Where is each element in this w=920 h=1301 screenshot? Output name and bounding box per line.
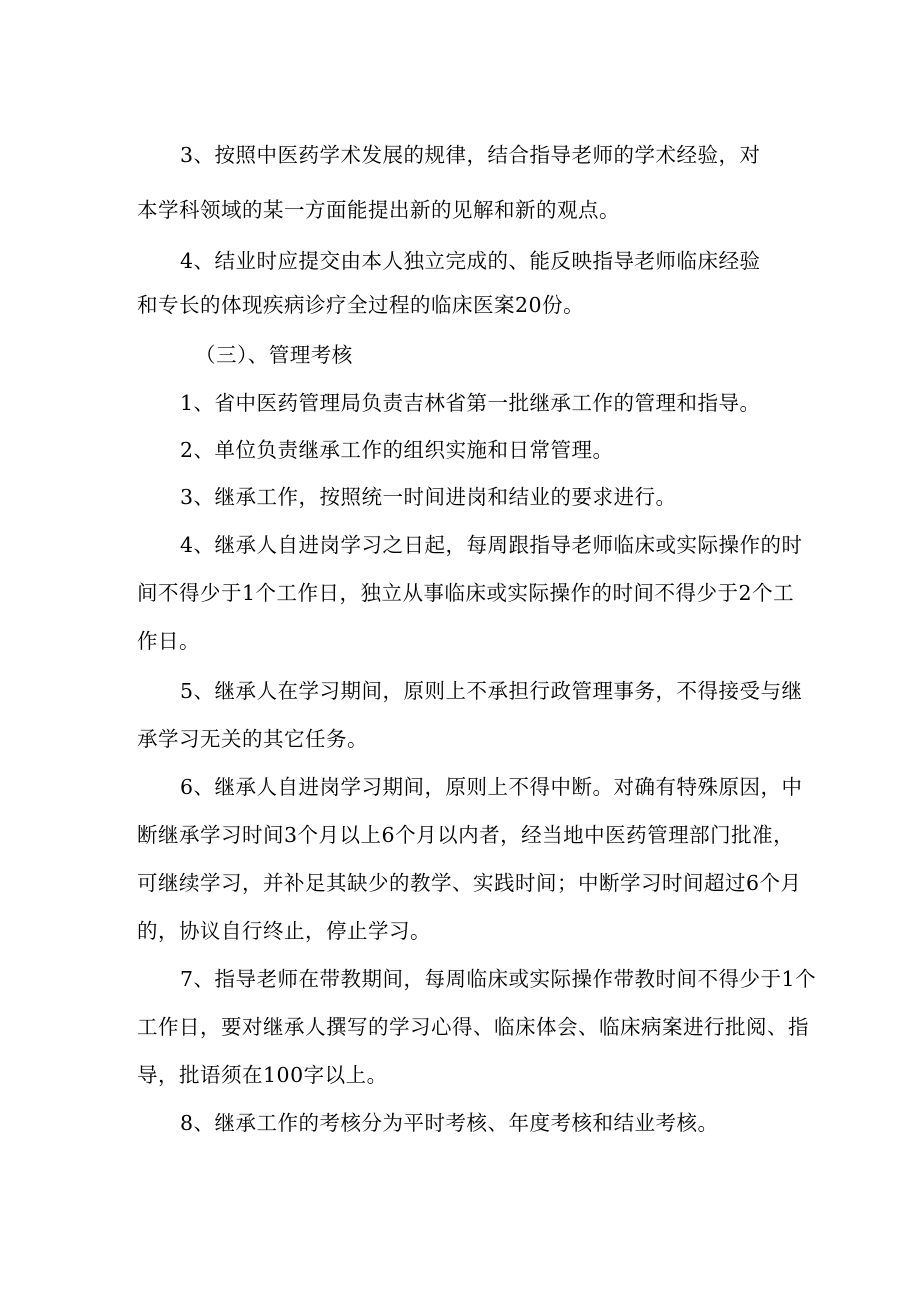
paragraph-line: 和专长的体现疾病诊疗全过程的临床医案20份。 — [137, 293, 585, 317]
paragraph-line: 工作日，要对继承人撰写的学习心得、临床体会、临床病案进行批阅、指 — [137, 1015, 809, 1039]
paragraph-line: 承学习无关的其它任务。 — [137, 727, 368, 751]
paragraph-line: 断继承学习时间3个月以上6个月以内者，经当地中医药管理部门批准， — [137, 823, 795, 847]
paragraph-line: 3、继承工作，按照统一时间进岗和结业的要求进行。 — [180, 485, 677, 509]
paragraph-line: 导，批语须在100字以上。 — [137, 1063, 388, 1087]
paragraph-line: 作日。 — [137, 629, 200, 653]
paragraph-line: 可继续学习，并补足其缺少的教学、实践时间；中断学习时间超过6个月 — [137, 871, 802, 895]
paragraph-line: 6、继承人自进岗学习期间，原则上不得中断。对确有特殊原因，中 — [180, 775, 803, 799]
paragraph-line: 5、继承人在学习期间，原则上不承担行政管理事务，不得接受与继 — [180, 679, 803, 703]
paragraph-line: 的，协议自行终止，停止学习。 — [137, 919, 431, 943]
paragraph-line: 8、继承工作的考核分为平时考核、年度考核和结业考核。 — [180, 1111, 719, 1135]
paragraph-line: 本学科领域的某一方面能提出新的见解和新的观点。 — [137, 198, 620, 222]
paragraph-line: 3、按照中医药学术发展的规律，结合指导老师的学术经验，对 — [180, 143, 761, 167]
paragraph-line: 7、指导老师在带教期间，每周临床或实际操作带教时间不得少于1个 — [180, 967, 817, 991]
paragraph-line: 4、继承人自进岗学习之日起，每周跟指导老师临床或实际操作的时 — [180, 533, 803, 557]
paragraph-line: 1、省中医药管理局负责吉林省第一批继承工作的管理和指导。 — [180, 391, 761, 415]
paragraph-line: 2、单位负责继承工作的组织实施和日常管理。 — [180, 438, 614, 462]
paragraph-line: 4、结业时应提交由本人独立完成的、能反映指导老师临床经验 — [180, 249, 761, 273]
paragraph-line: 间不得少于1个工作日，独立从事临床或实际操作的时间不得少于2个工 — [137, 581, 795, 605]
section-heading: （三）、管理考核 — [195, 343, 353, 367]
